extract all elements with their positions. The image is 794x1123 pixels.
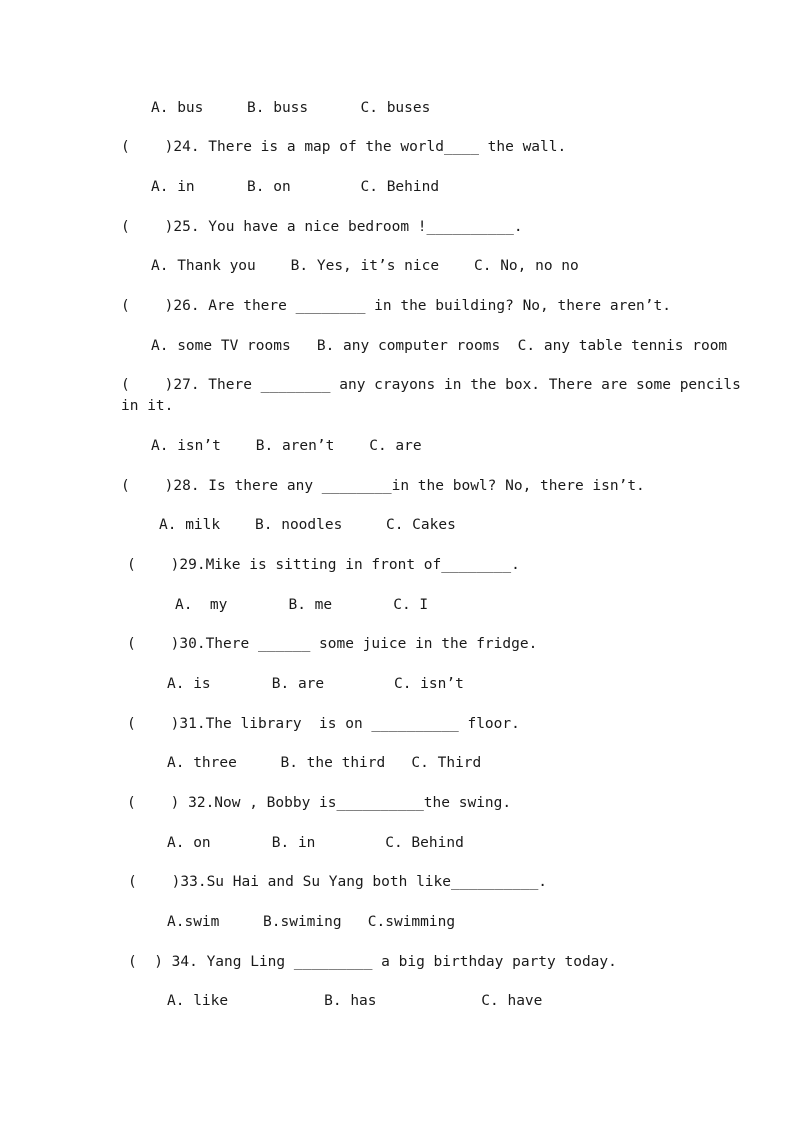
options-q24: A. in B. on C. Behind (151, 179, 440, 195)
question-29: ( )29.Mike is sitting in front of________. (127, 557, 520, 573)
options-q33: A.swim B.swiming C.swimming (167, 914, 456, 930)
options-q28: A. milk B. noodles C. Cakes (159, 517, 456, 533)
question-33: ( )33.Su Hai and Su Yang both like__________. (128, 874, 548, 890)
options-q32: A. on B. in C. Behind (167, 835, 464, 851)
question-31: ( )31.The library is on __________ floor. (127, 716, 520, 732)
question-26: ( )26. Are there ________ in the building? No, there aren’t. (121, 298, 671, 314)
question-27: ( )27. There ________ any crayons in the box. There are some pencils (121, 377, 741, 393)
question-24: ( )24. There is a map of the world____ the wall. (121, 139, 567, 155)
question-32: ( ) 32.Now , Bobby is__________the swing. (127, 795, 512, 811)
question-34: ( ) 34. Yang Ling _________ a big birthday party today. (128, 954, 617, 970)
options-q23: A. bus B. buss C. buses (151, 100, 431, 116)
question-25: ( )25. You have a nice bedroom !__________. (121, 219, 523, 235)
options-q27: A. isn’t B. aren’t C. are (151, 438, 422, 454)
question-30: ( )30.There ______ some juice in the fridge. (127, 636, 538, 652)
options-q25: A. Thank you B. Yes, it’s nice C. No, no no (151, 258, 579, 274)
options-q26: A. some TV rooms B. any computer rooms C. any table tennis room (151, 338, 728, 354)
options-q31: A. three B. the third C. Third (167, 755, 482, 771)
options-q30: A. is B. are C. isn’t (167, 676, 464, 692)
options-q34: A. like B. has C. have (167, 993, 543, 1009)
question-28: ( )28. Is there any ________in the bowl? No, there isn’t. (121, 478, 645, 494)
question-27-continued: in it. (121, 398, 174, 414)
options-q29: A. my B. me C. I (175, 597, 429, 613)
